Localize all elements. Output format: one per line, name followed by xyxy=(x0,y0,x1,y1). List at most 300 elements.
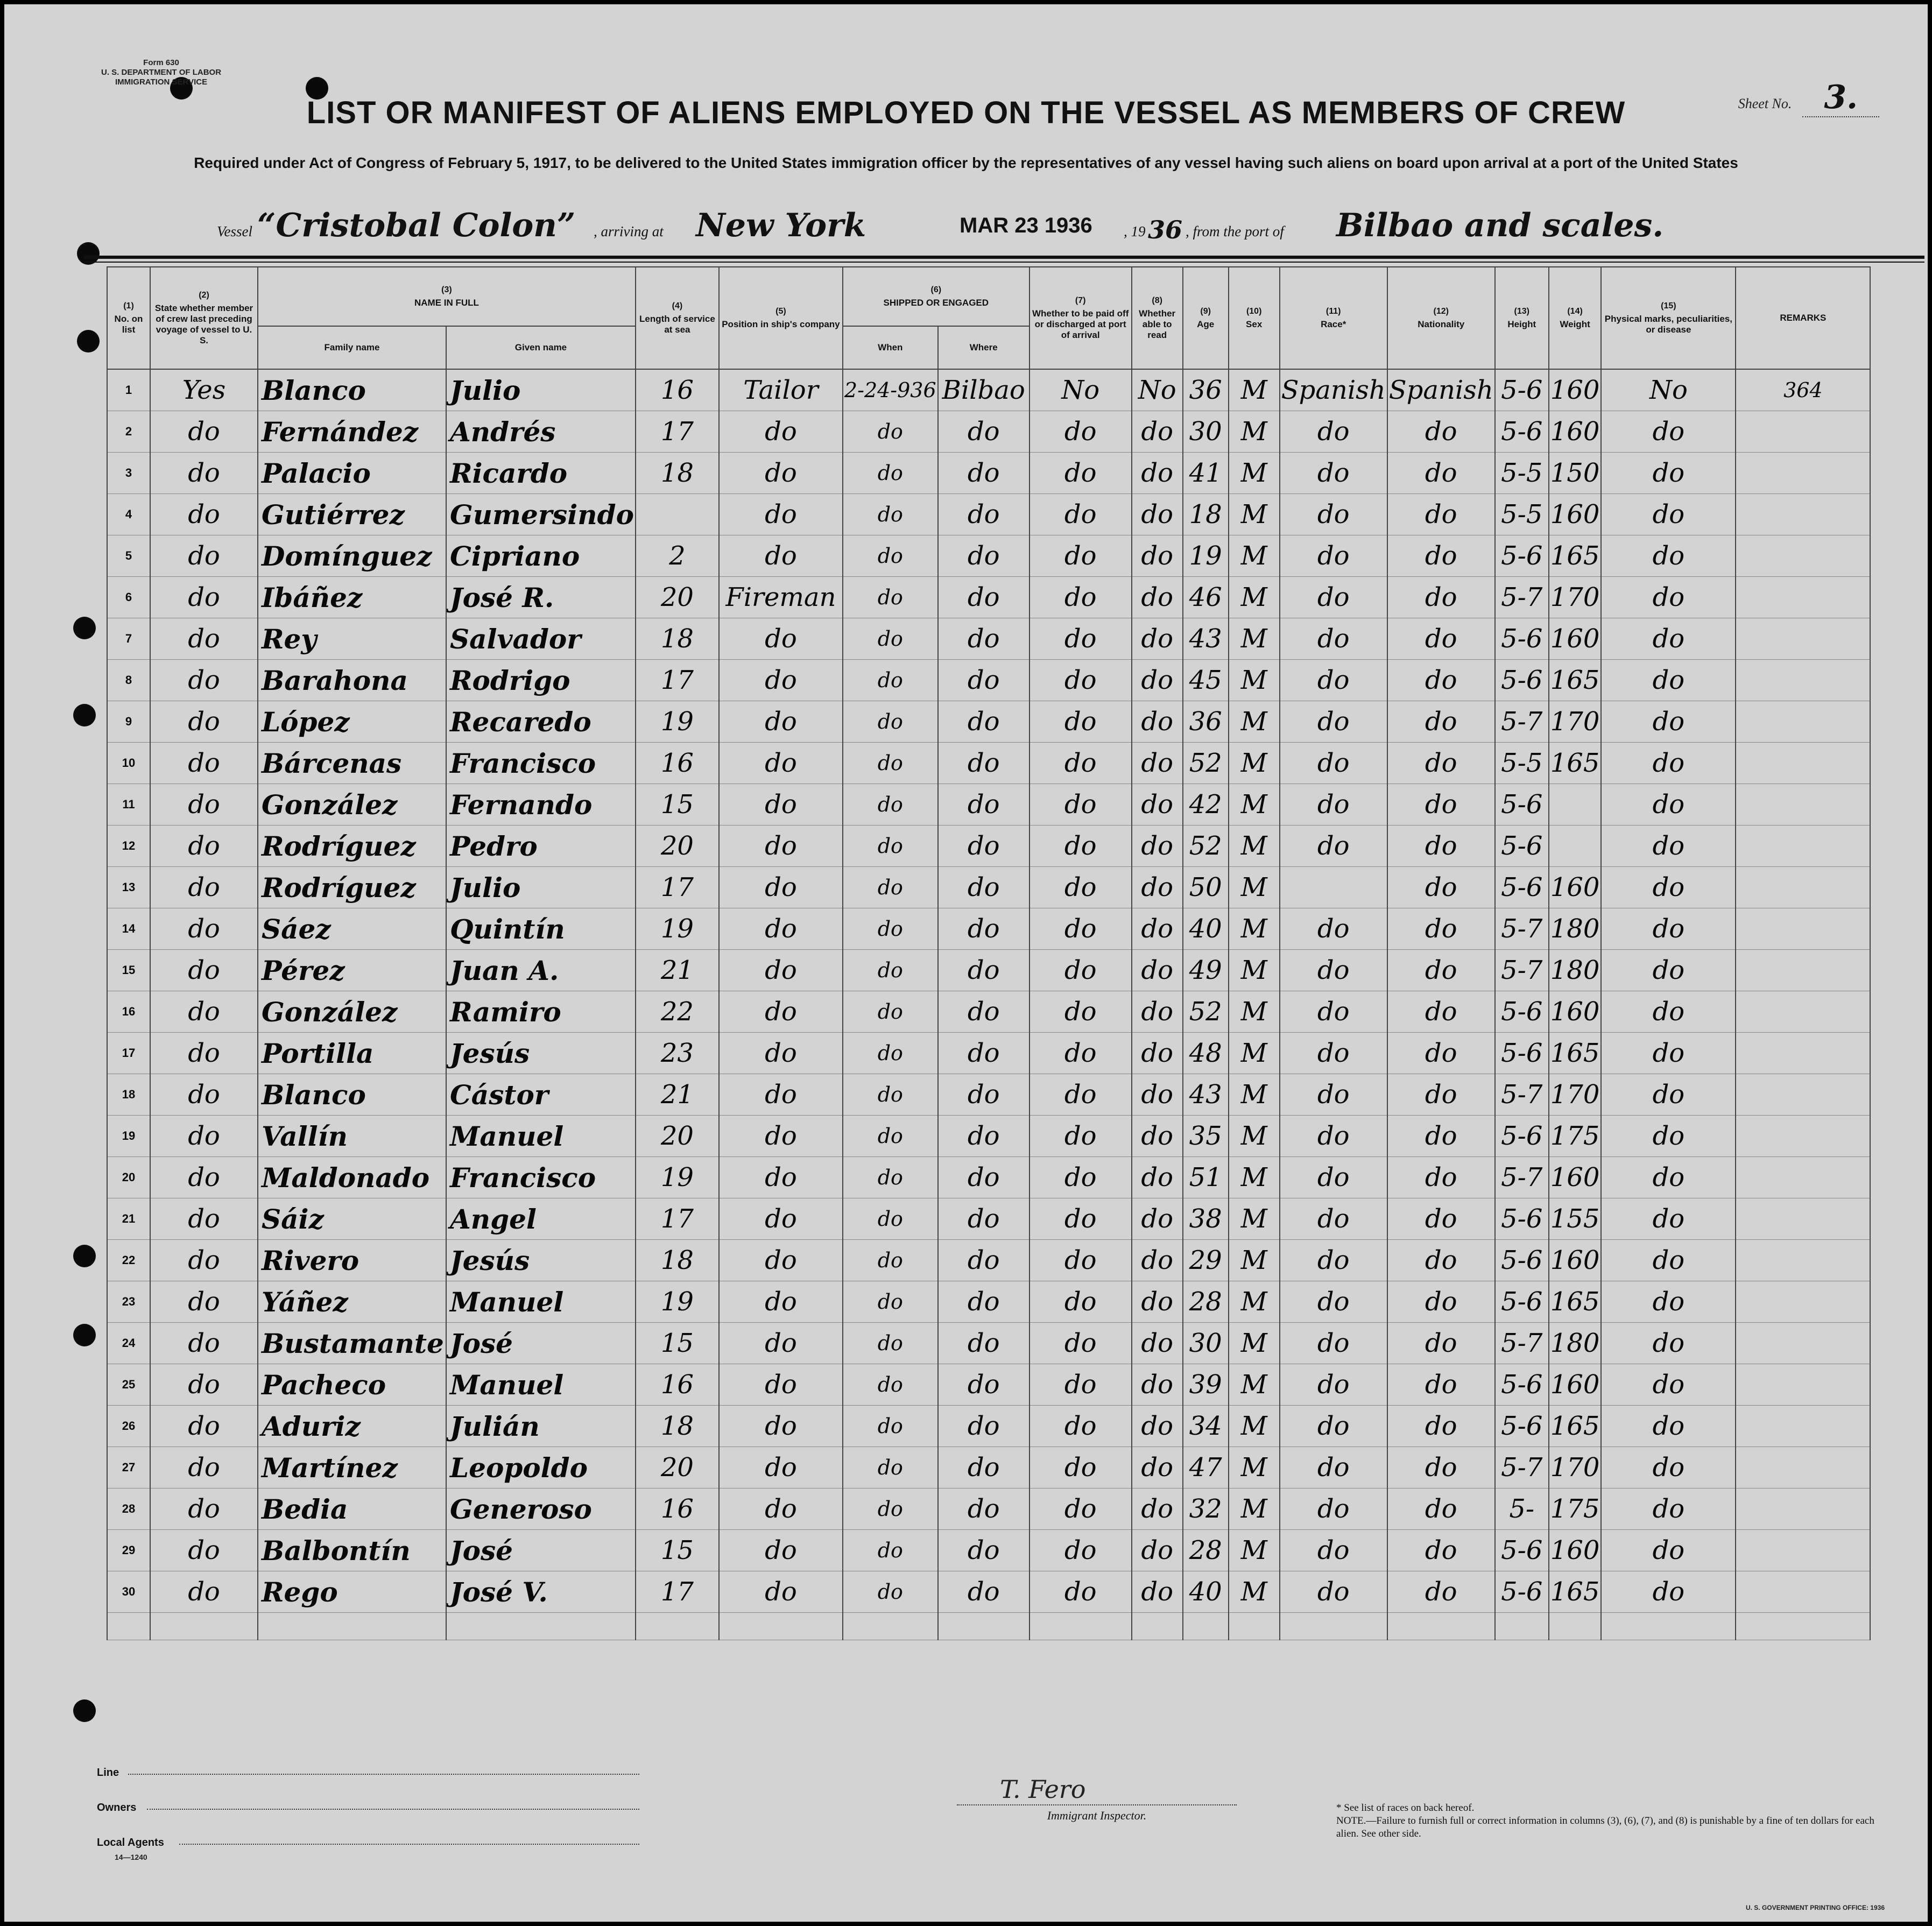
position-cell: do xyxy=(719,784,843,826)
weight-cell: 160 xyxy=(1549,1157,1602,1198)
physical-marks-cell: do xyxy=(1601,453,1736,494)
shipped-when-cell: do xyxy=(843,1447,938,1488)
race-cell: do xyxy=(1280,1406,1387,1447)
sex-cell: M xyxy=(1229,826,1280,867)
nationality-cell: do xyxy=(1387,991,1495,1033)
physical-marks-cell: do xyxy=(1601,826,1736,867)
shipped-where-cell: do xyxy=(938,1447,1030,1488)
paid-off-cell: do xyxy=(1030,784,1132,826)
nationality-cell: do xyxy=(1387,1281,1495,1323)
row-number: 11 xyxy=(107,784,150,826)
service-cell: 16 xyxy=(636,1364,719,1406)
nationality-cell: do xyxy=(1387,1033,1495,1074)
weight-cell: 165 xyxy=(1549,660,1602,701)
shipped-when-cell: do xyxy=(843,1364,938,1406)
shipped-where-cell: Bilbao xyxy=(938,369,1030,411)
shipped-where-cell: do xyxy=(938,1116,1030,1157)
given-name-cell: Jesús xyxy=(446,1240,636,1281)
previous-voyage-cell: do xyxy=(150,1033,258,1074)
blank-cell xyxy=(1601,1613,1736,1640)
shipped-when-cell: do xyxy=(843,1198,938,1240)
position-cell: do xyxy=(719,743,843,784)
weight-cell: 170 xyxy=(1549,1447,1602,1488)
height-cell: 5-7 xyxy=(1495,1323,1549,1364)
punch-hole xyxy=(73,704,96,726)
blank-cell xyxy=(719,1613,843,1640)
physical-marks-cell: do xyxy=(1601,701,1736,743)
position-cell: do xyxy=(719,453,843,494)
nationality-cell: do xyxy=(1387,1530,1495,1571)
weight-cell: 160 xyxy=(1549,369,1602,411)
row-number: 5 xyxy=(107,535,150,577)
col-header-family-name: Family name xyxy=(258,326,446,369)
shipped-when-cell: do xyxy=(843,1157,938,1198)
given-name-cell: Fernando xyxy=(446,784,636,826)
paid-off-cell: do xyxy=(1030,991,1132,1033)
height-cell: 5-6 xyxy=(1495,1240,1549,1281)
able-to-read-cell: do xyxy=(1132,991,1183,1033)
shipped-where-cell: do xyxy=(938,1033,1030,1074)
weight-cell: 170 xyxy=(1549,701,1602,743)
age-cell: 36 xyxy=(1183,701,1229,743)
height-cell: 5-6 xyxy=(1495,1406,1549,1447)
row-number: 22 xyxy=(107,1240,150,1281)
previous-voyage-cell: do xyxy=(150,1406,258,1447)
blank-row xyxy=(107,1613,1870,1640)
age-cell: 28 xyxy=(1183,1530,1229,1571)
given-name-cell: Leopoldo xyxy=(446,1447,636,1488)
shipped-where-cell: do xyxy=(938,867,1030,908)
given-name-cell: Angel xyxy=(446,1198,636,1240)
position-cell: do xyxy=(719,1406,843,1447)
remarks-cell xyxy=(1736,826,1870,867)
header-rule-thin xyxy=(84,262,1924,263)
service-cell: 17 xyxy=(636,867,719,908)
row-number: 23 xyxy=(107,1281,150,1323)
race-cell: do xyxy=(1280,743,1387,784)
service-cell: 17 xyxy=(636,660,719,701)
blank-cell xyxy=(150,1613,258,1640)
weight-cell: 165 xyxy=(1549,1033,1602,1074)
height-cell: 5-6 xyxy=(1495,535,1549,577)
height-cell: 5-6 xyxy=(1495,991,1549,1033)
height-cell: 5-6 xyxy=(1495,411,1549,453)
physical-marks-cell: do xyxy=(1601,1074,1736,1116)
table-row xyxy=(107,826,1870,867)
table-row xyxy=(107,1406,1870,1447)
service-cell: 18 xyxy=(636,1406,719,1447)
physical-marks-cell: do xyxy=(1601,577,1736,618)
paid-off-cell: do xyxy=(1030,1488,1132,1530)
able-to-read-cell: do xyxy=(1132,494,1183,535)
previous-voyage-cell: do xyxy=(150,784,258,826)
height-cell: 5-6 xyxy=(1495,784,1549,826)
col-header-service: (4) Length of service at sea xyxy=(636,267,719,369)
weight-cell: 160 xyxy=(1549,494,1602,535)
row-number: 24 xyxy=(107,1323,150,1364)
document-subtitle: Required under Act of Congress of February 5, 1917, to be delivered to the United States immigration officer by the representatives of any vessel having such aliens on board upon arrival at a port of the United States xyxy=(194,154,1738,171)
height-cell: 5-7 xyxy=(1495,1074,1549,1116)
blank-cell xyxy=(446,1613,636,1640)
previous-voyage-cell: do xyxy=(150,991,258,1033)
nationality-cell: do xyxy=(1387,826,1495,867)
position-cell: do xyxy=(719,660,843,701)
able-to-read-cell: do xyxy=(1132,1406,1183,1447)
previous-voyage-cell: do xyxy=(150,494,258,535)
service-cell: 21 xyxy=(636,950,719,991)
race-cell: do xyxy=(1280,1447,1387,1488)
given-name-cell: Generoso xyxy=(446,1488,636,1530)
row-number: 20 xyxy=(107,1157,150,1198)
remarks-cell xyxy=(1736,743,1870,784)
weight-cell xyxy=(1549,826,1602,867)
shipped-when-cell: do xyxy=(843,577,938,618)
physical-marks-cell: do xyxy=(1601,1198,1736,1240)
shipped-when-cell: do xyxy=(843,660,938,701)
paid-off-cell: No xyxy=(1030,369,1132,411)
table-row xyxy=(107,950,1870,991)
family-name-cell: Rivero xyxy=(258,1240,446,1281)
given-name-cell: Cástor xyxy=(446,1074,636,1116)
shipped-when-cell: do xyxy=(843,1240,938,1281)
paid-off-cell: do xyxy=(1030,743,1132,784)
col-header-paid-off: (7) Whether to be paid off or discharged at port of arrival xyxy=(1030,267,1132,369)
paid-off-cell: do xyxy=(1030,1447,1132,1488)
blank-cell xyxy=(1030,1613,1132,1640)
row-number: 21 xyxy=(107,1198,150,1240)
given-name-cell: Julio xyxy=(446,867,636,908)
col-header-position: (5) Position in ship's company xyxy=(719,267,843,369)
physical-marks-cell: do xyxy=(1601,1323,1736,1364)
shipped-where-cell: do xyxy=(938,784,1030,826)
position-cell: Tailor xyxy=(719,369,843,411)
previous-voyage-cell: do xyxy=(150,1571,258,1613)
shipped-where-cell: do xyxy=(938,1323,1030,1364)
paid-off-cell: do xyxy=(1030,1116,1132,1157)
sex-cell: M xyxy=(1229,784,1280,826)
remarks-cell xyxy=(1736,950,1870,991)
race-cell: do xyxy=(1280,453,1387,494)
row-number: 3 xyxy=(107,453,150,494)
family-name-cell: Yáñez xyxy=(258,1281,446,1323)
service-cell: 15 xyxy=(636,784,719,826)
sex-cell: M xyxy=(1229,1240,1280,1281)
able-to-read-cell: do xyxy=(1132,743,1183,784)
table-row xyxy=(107,1157,1870,1198)
weight-cell: 175 xyxy=(1549,1488,1602,1530)
vessel-label: Vessel xyxy=(217,223,252,239)
physical-marks-cell: do xyxy=(1601,1571,1736,1613)
race-cell: do xyxy=(1280,577,1387,618)
sex-cell: M xyxy=(1229,1074,1280,1116)
physical-marks-cell: do xyxy=(1601,1364,1736,1406)
weight-cell: 160 xyxy=(1549,1364,1602,1406)
remarks-cell xyxy=(1736,1074,1870,1116)
height-cell: 5-7 xyxy=(1495,701,1549,743)
position-cell: do xyxy=(719,867,843,908)
row-number: 4 xyxy=(107,494,150,535)
age-cell: 29 xyxy=(1183,1240,1229,1281)
paid-off-cell: do xyxy=(1030,1240,1132,1281)
weight-cell: 165 xyxy=(1549,1281,1602,1323)
race-cell: do xyxy=(1280,411,1387,453)
crew-manifest-table xyxy=(107,266,1871,1640)
height-cell: 5-6 xyxy=(1495,660,1549,701)
remarks-cell xyxy=(1736,991,1870,1033)
punch-hole xyxy=(73,1245,96,1267)
shipped-where-cell: do xyxy=(938,535,1030,577)
row-number: 25 xyxy=(107,1364,150,1406)
sex-cell: M xyxy=(1229,1033,1280,1074)
remarks-cell xyxy=(1736,577,1870,618)
physical-marks-cell: do xyxy=(1601,1530,1736,1571)
age-cell: 39 xyxy=(1183,1364,1229,1406)
nationality-cell: do xyxy=(1387,1447,1495,1488)
shipped-where-cell: do xyxy=(938,991,1030,1033)
previous-voyage-cell: do xyxy=(150,1157,258,1198)
sex-cell: M xyxy=(1229,618,1280,660)
nationality-cell: do xyxy=(1387,1406,1495,1447)
blank-cell xyxy=(843,1613,938,1640)
able-to-read-cell: do xyxy=(1132,701,1183,743)
shipped-when-cell: do xyxy=(843,618,938,660)
service-cell: 18 xyxy=(636,618,719,660)
position-cell: do xyxy=(719,950,843,991)
printer-imprint: U. S. GOVERNMENT PRINTING OFFICE: 1936 xyxy=(1745,1904,1885,1911)
race-cell: do xyxy=(1280,1281,1387,1323)
service-cell: 15 xyxy=(636,1323,719,1364)
col-header-age: (9) Age xyxy=(1183,267,1229,369)
table-row xyxy=(107,660,1870,701)
col-header-sex: (10) Sex xyxy=(1229,267,1280,369)
service-cell: 16 xyxy=(636,1488,719,1530)
age-cell: 52 xyxy=(1183,991,1229,1033)
remarks-cell xyxy=(1736,411,1870,453)
able-to-read-cell: do xyxy=(1132,1488,1183,1530)
age-cell: 42 xyxy=(1183,784,1229,826)
weight-cell: 150 xyxy=(1549,453,1602,494)
from-port-label: , from the port of xyxy=(1186,223,1284,239)
race-cell: do xyxy=(1280,1033,1387,1074)
service-cell: 17 xyxy=(636,411,719,453)
age-cell: 43 xyxy=(1183,1074,1229,1116)
shipped-when-cell: do xyxy=(843,1074,938,1116)
manifest-sheet xyxy=(4,4,1928,1922)
blank-cell xyxy=(1132,1613,1183,1640)
weight-cell: 170 xyxy=(1549,577,1602,618)
paid-off-cell: do xyxy=(1030,1074,1132,1116)
remarks-cell xyxy=(1736,908,1870,950)
position-cell: do xyxy=(719,826,843,867)
arrival-date-stamp: MAR 23 1936 xyxy=(960,214,1092,237)
col-header-physical-marks: (15) Physical marks, peculiarities, or disease xyxy=(1601,267,1736,369)
able-to-read-cell: do xyxy=(1132,1530,1183,1571)
given-name-cell: Julio xyxy=(446,369,636,411)
row-number: 10 xyxy=(107,743,150,784)
shipped-when-cell: do xyxy=(843,991,938,1033)
nationality-cell: do xyxy=(1387,535,1495,577)
given-name-cell: Ricardo xyxy=(446,453,636,494)
race-cell: do xyxy=(1280,1198,1387,1240)
given-name-cell: Francisco xyxy=(446,743,636,784)
previous-voyage-cell: do xyxy=(150,1530,258,1571)
departure-port: Bilbao and scales. xyxy=(1336,207,1664,244)
physical-marks-cell: do xyxy=(1601,991,1736,1033)
shipped-when-cell: do xyxy=(843,908,938,950)
race-cell: do xyxy=(1280,1530,1387,1571)
weight-cell: 180 xyxy=(1549,1323,1602,1364)
remarks-cell xyxy=(1736,1116,1870,1157)
paid-off-cell: do xyxy=(1030,1406,1132,1447)
nationality-cell: do xyxy=(1387,1116,1495,1157)
nationality-cell: do xyxy=(1387,1488,1495,1530)
nationality-cell: do xyxy=(1387,660,1495,701)
sex-cell: M xyxy=(1229,1530,1280,1571)
age-cell: 48 xyxy=(1183,1033,1229,1074)
paid-off-cell: do xyxy=(1030,535,1132,577)
col-header-read: (8) Whether able to read xyxy=(1132,267,1183,369)
family-name-cell: Blanco xyxy=(258,369,446,411)
shipped-where-cell: do xyxy=(938,1530,1030,1571)
shipped-when-cell: do xyxy=(843,1571,938,1613)
col-header-nationality: (12) Nationality xyxy=(1387,267,1495,369)
shipped-where-cell: do xyxy=(938,1364,1030,1406)
height-cell: 5-7 xyxy=(1495,908,1549,950)
able-to-read-cell: do xyxy=(1132,1033,1183,1074)
able-to-read-cell: do xyxy=(1132,1198,1183,1240)
weight-cell: 165 xyxy=(1549,1571,1602,1613)
remarks-cell xyxy=(1736,867,1870,908)
able-to-read-cell: do xyxy=(1132,577,1183,618)
sex-cell: M xyxy=(1229,908,1280,950)
physical-marks-cell: do xyxy=(1601,908,1736,950)
given-name-cell: Cipriano xyxy=(446,535,636,577)
given-name-cell: Gumersindo xyxy=(446,494,636,535)
service-cell: 18 xyxy=(636,1240,719,1281)
penalty-note: NOTE.—Failure to furnish full or correct information in columns (3), (6), (7), and (8) is punishable by a fine of ten dollars for each alien. See other side. xyxy=(1336,1815,1874,1839)
weight-cell: 155 xyxy=(1549,1198,1602,1240)
position-cell: Fireman xyxy=(719,577,843,618)
footnotes xyxy=(1336,1802,1874,1840)
row-number: 7 xyxy=(107,618,150,660)
weight-cell: 160 xyxy=(1549,1530,1602,1571)
physical-marks-cell: do xyxy=(1601,1488,1736,1530)
given-name-cell: José xyxy=(446,1323,636,1364)
height-cell: 5-6 xyxy=(1495,826,1549,867)
paid-off-cell: do xyxy=(1030,950,1132,991)
table-row xyxy=(107,1240,1870,1281)
able-to-read-cell: do xyxy=(1132,1447,1183,1488)
sex-cell: M xyxy=(1229,1406,1280,1447)
table-row xyxy=(107,1198,1870,1240)
family-name-cell: López xyxy=(258,701,446,743)
sex-cell: M xyxy=(1229,453,1280,494)
able-to-read-cell: do xyxy=(1132,784,1183,826)
position-cell: do xyxy=(719,1116,843,1157)
sex-cell: M xyxy=(1229,577,1280,618)
year-prefix: , 19 xyxy=(1124,223,1146,239)
service-cell: 20 xyxy=(636,1116,719,1157)
previous-voyage-cell: do xyxy=(150,1488,258,1530)
table-row xyxy=(107,535,1870,577)
height-cell: 5-6 xyxy=(1495,867,1549,908)
sex-cell: M xyxy=(1229,950,1280,991)
position-cell: do xyxy=(719,1240,843,1281)
able-to-read-cell: do xyxy=(1132,1074,1183,1116)
service-cell: 2 xyxy=(636,535,719,577)
remarks-cell xyxy=(1736,1157,1870,1198)
line-field xyxy=(128,1774,639,1775)
remarks-cell xyxy=(1736,1240,1870,1281)
given-name-cell: Recaredo xyxy=(446,701,636,743)
shipped-where-cell: do xyxy=(938,826,1030,867)
service-cell: 17 xyxy=(636,1571,719,1613)
remarks-cell xyxy=(1736,1198,1870,1240)
previous-voyage-cell: do xyxy=(150,535,258,577)
remarks-cell xyxy=(1736,494,1870,535)
given-name-cell: José V. xyxy=(446,1571,636,1613)
sex-cell: M xyxy=(1229,1364,1280,1406)
row-number: 19 xyxy=(107,1116,150,1157)
given-name-cell: Manuel xyxy=(446,1364,636,1406)
sheet-number-label: Sheet No. xyxy=(1738,96,1792,111)
position-cell: do xyxy=(719,1488,843,1530)
race-cell: do xyxy=(1280,1116,1387,1157)
age-cell: 35 xyxy=(1183,1116,1229,1157)
position-cell: do xyxy=(719,701,843,743)
nationality-cell: do xyxy=(1387,494,1495,535)
table-row xyxy=(107,1530,1870,1571)
family-name-cell: Portilla xyxy=(258,1033,446,1074)
row-number: 18 xyxy=(107,1074,150,1116)
table-row xyxy=(107,1447,1870,1488)
table-row xyxy=(107,1364,1870,1406)
blank-cell xyxy=(1736,1613,1870,1640)
nationality-cell: do xyxy=(1387,1074,1495,1116)
paid-off-cell: do xyxy=(1030,1281,1132,1323)
table-row xyxy=(107,494,1870,535)
punch-hole xyxy=(73,1699,96,1722)
race-cell: do xyxy=(1280,1571,1387,1613)
remarks-cell xyxy=(1736,784,1870,826)
race-cell: do xyxy=(1280,618,1387,660)
service-cell: 18 xyxy=(636,453,719,494)
physical-marks-cell: do xyxy=(1601,867,1736,908)
owners-label: Owners xyxy=(97,1802,137,1814)
family-name-cell: Domínguez xyxy=(258,535,446,577)
paid-off-cell: do xyxy=(1030,1198,1132,1240)
age-cell: 18 xyxy=(1183,494,1229,535)
height-cell: 5-6 xyxy=(1495,1116,1549,1157)
physical-marks-cell: do xyxy=(1601,535,1736,577)
weight-cell: 170 xyxy=(1549,1074,1602,1116)
age-cell: 30 xyxy=(1183,411,1229,453)
weight-cell: 165 xyxy=(1549,535,1602,577)
physical-marks-cell: do xyxy=(1601,1240,1736,1281)
height-cell: 5-6 xyxy=(1495,1571,1549,1613)
remarks-cell xyxy=(1736,1281,1870,1323)
row-number: 9 xyxy=(107,701,150,743)
race-cell: do xyxy=(1280,826,1387,867)
shipped-when-cell: do xyxy=(843,1488,938,1530)
service-cell: 16 xyxy=(636,369,719,411)
given-name-cell: Pedro xyxy=(446,826,636,867)
remarks-cell xyxy=(1736,1323,1870,1364)
row-number: 15 xyxy=(107,950,150,991)
family-name-cell: Ibáñez xyxy=(258,577,446,618)
weight-cell: 160 xyxy=(1549,618,1602,660)
family-name-cell: Bedia xyxy=(258,1488,446,1530)
